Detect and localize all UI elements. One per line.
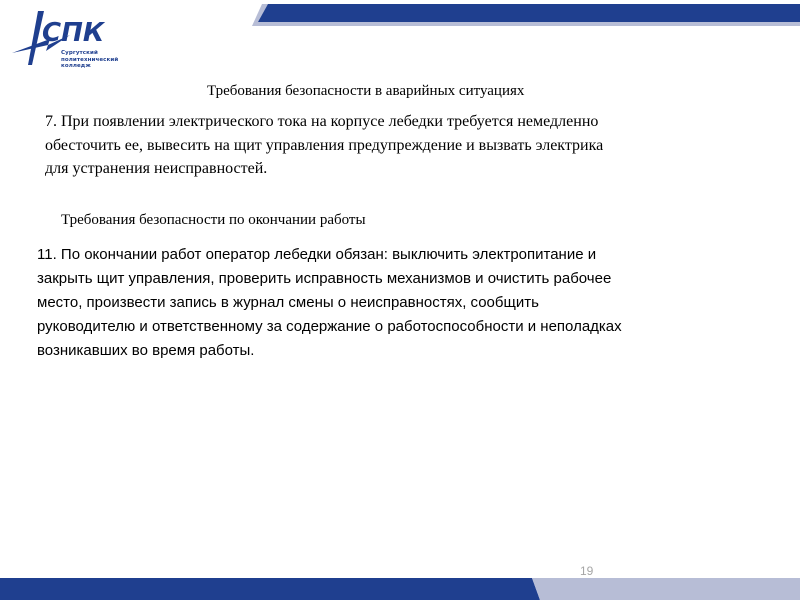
logo-caption-line-3: колледж	[61, 63, 91, 69]
heading-emergency: Требования безопасности в аварийных ситуациях	[207, 83, 525, 99]
paragraph-line: возникавших во время работы.	[37, 342, 255, 359]
paragraph-line: закрыть щит управления, проверить исправность механизмов и очистить рабочее	[37, 270, 612, 287]
logo-caption-line-2: политехнический	[61, 56, 119, 63]
paragraph-line: 11. По окончании работ оператор лебедки обязан: выключить электропитание и	[37, 246, 597, 263]
logo-caption-line-1: Сургутский	[61, 50, 98, 56]
paragraph-line: 7. При появлении электрического тока на корпусе лебедки требуется немедленно	[45, 113, 599, 130]
logo-caption	[61, 50, 118, 70]
logo-text: СПК	[42, 18, 105, 48]
paragraph-line: место, произвести запись в журнал смены о неисправностях, сообщить	[37, 294, 539, 311]
paragraph-emergency	[45, 110, 603, 181]
paragraph-line: руководителю и ответственному за содержание о работоспособности и неполадках	[37, 318, 622, 335]
college-logo	[10, 5, 130, 70]
paragraph-line: обесточить ее, вывесить на щит управления предупреждение и вызвать электрика	[45, 136, 604, 154]
paragraph-line: для устранения неисправностей.	[45, 160, 268, 177]
heading-end-of-work: Требования безопасности по окончании работы	[61, 212, 366, 228]
page-number: 19	[580, 564, 594, 578]
paragraph-end-of-work	[37, 243, 622, 363]
bottom-decorative-band	[0, 578, 800, 600]
